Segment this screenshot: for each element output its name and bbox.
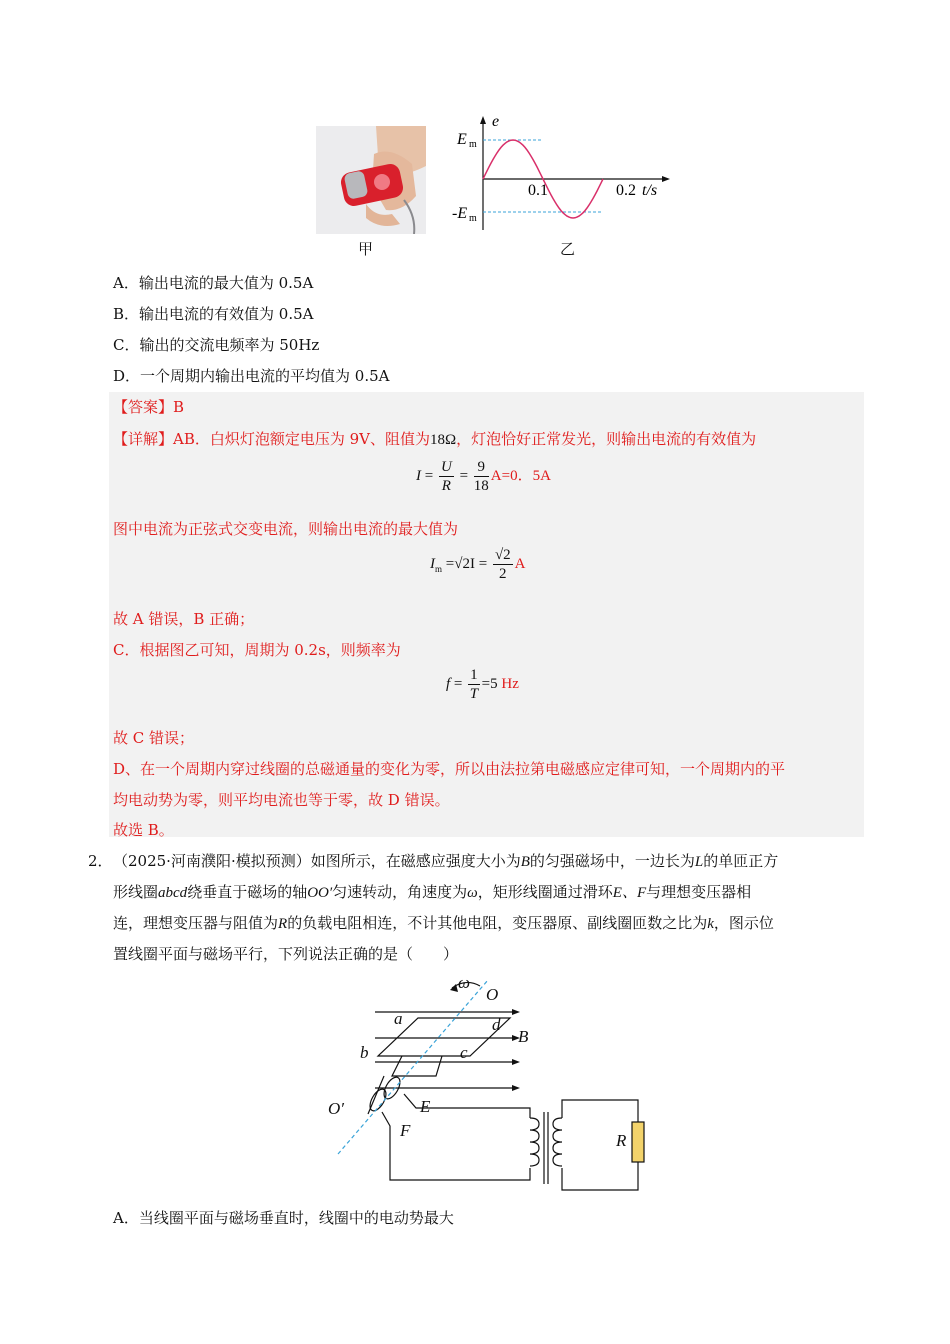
label-omega: ω [458, 973, 471, 992]
f2-den: 2 [499, 566, 507, 582]
q2-l2-EF: E、F [612, 885, 647, 901]
formula-current-rms [416, 458, 551, 495]
f1-den2: 18 [473, 478, 489, 494]
secondary-top-wire [562, 1100, 638, 1122]
q2-l1-L: L [694, 854, 704, 870]
q2-l2-w: ω [467, 885, 478, 901]
q2-option-a: A．当线圈平面与磁场垂直时，线圈中的电动势最大 [113, 1209, 454, 1227]
c-wrong-line: 故 C 错误； [113, 729, 195, 747]
f1-num1: U [440, 459, 452, 475]
q2-l2-d: ，矩形线圈通过滑环 [477, 883, 613, 901]
f1-eq2: = [459, 467, 469, 484]
caption-jia: 甲 [358, 240, 374, 258]
q2-line-3 [113, 912, 774, 933]
f1-den1: R [441, 478, 451, 494]
x-axis-arrow [662, 176, 670, 182]
emf-sine-graph [440, 112, 670, 242]
f3-eq2: =5 [481, 675, 498, 692]
detail-suffix: ，灯泡恰好正常发光，则输出电流的有效值为 [456, 430, 757, 448]
option-a: A．输出电流的最大值为 0.5A [113, 274, 314, 292]
q2-l3-b: 的负载电阻相连，不计其他电阻，变压器原、副线圈匝数之比为 [287, 914, 708, 932]
secondary-coil [553, 1118, 562, 1166]
label-r: R [616, 1131, 627, 1150]
q2-l2-a: 形线圈 [113, 883, 159, 901]
q2-line-2 [113, 881, 751, 902]
primary-coil [530, 1118, 539, 1166]
f2-eq2: = [478, 555, 488, 572]
f2-lhs-sub: m [435, 563, 443, 574]
detail-prefix: 【详解】AB．白炽灯泡额定电压为 9V、阻值为 [113, 430, 431, 448]
label-c: c [460, 1043, 468, 1062]
q2-l2-c: 匀速转动，角速度为 [332, 883, 468, 901]
c-line: C．根据图乙可知，周期为 0.2s，则频率为 [113, 641, 401, 659]
field-arrow-1 [512, 1009, 520, 1015]
tick-0-2: 0.2 [616, 182, 636, 199]
f3-fraction [468, 666, 480, 703]
f3-den: T [469, 686, 479, 702]
caption-yi: 乙 [560, 240, 576, 258]
label-b: b [360, 1043, 369, 1062]
label-a: a [394, 1009, 403, 1028]
detail-line [113, 428, 756, 449]
em-label: E [457, 131, 467, 148]
f2-eq1: = [445, 555, 455, 572]
label-b-field: B [518, 1027, 529, 1046]
detail-value: 18Ω [430, 432, 457, 448]
f1-eq1: = [424, 467, 434, 484]
hand-generator-illustration [316, 126, 426, 234]
q2-l3-k: k [707, 916, 714, 932]
f2-mid: √2I [454, 555, 475, 572]
sine-line: 图中电流为正弦式交变电流，则输出电流的最大值为 [113, 520, 459, 538]
q2-l3-c: ，图示位 [713, 914, 774, 932]
label-d: d [492, 1015, 501, 1034]
option-d: D．一个周期内输出电流的平均值为 0.5A [113, 367, 390, 385]
em-sub: m [469, 139, 477, 150]
resistor-r [632, 1122, 644, 1162]
q2-line-4: 置线圈平面与磁场平行，下列说法正确的是（ ） [113, 945, 459, 963]
label-e: E [420, 1097, 431, 1116]
field-arrow-4 [512, 1085, 520, 1091]
q2-l2-abcd: abcd [158, 885, 188, 901]
a-wrong-line: 故 A 错误，B 正确； [113, 610, 255, 628]
label-f: F [400, 1121, 411, 1140]
neg-em-sub: m [469, 213, 477, 224]
field-arrow-3 [512, 1059, 520, 1065]
secondary-bottom-wire [562, 1162, 638, 1190]
coil-leads [392, 1056, 442, 1076]
f3-eq1: = [453, 675, 463, 692]
formula-frequency [446, 666, 519, 703]
f3-lhs: f [446, 675, 451, 692]
x-axis-label: t/s [642, 182, 658, 199]
f3-unit: Hz [501, 675, 519, 692]
q2-l1-a: （2025·河南濮阳·模拟预测）如图所示，在磁感应强度大小为 [113, 852, 521, 870]
f2-unit: A [514, 555, 526, 572]
q2-l3-R: R [278, 916, 288, 932]
q2-l1-B: B [520, 854, 530, 870]
q2-l3-a: 连，理想变压器与阻值为 [113, 914, 279, 932]
tick-0-1: 0.1 [528, 182, 548, 199]
answer-line: 【答案】B [113, 398, 185, 416]
f3-num: 1 [470, 667, 478, 683]
q2-number: 2． [88, 852, 113, 870]
hand-generator-photo [316, 126, 426, 234]
q2-l2-OO: OO′ [307, 885, 333, 901]
label-o: O [486, 985, 499, 1004]
option-c: C．输出的交流电频率为 50Hz [113, 336, 320, 354]
f2-lhs: I [430, 555, 435, 572]
final-line: 故选 B。 [113, 821, 174, 839]
q2-line-1 [113, 850, 778, 871]
formula-current-max [430, 546, 526, 583]
f1-fraction-9-18 [474, 458, 489, 495]
q2-l2-b: 绕垂直于磁场的轴 [187, 883, 308, 901]
d-line-2: 均电动势为零，则平均电流也等于零，故 D 错误。 [113, 791, 450, 809]
q2-l1-c: 的单匝正方 [703, 852, 779, 870]
ring-shaft [368, 1076, 384, 1114]
rotation-axis [338, 980, 488, 1154]
f1-lhs: I [416, 467, 421, 484]
label-o-prime: O′ [328, 1099, 344, 1118]
option-b: B．输出电流的有效值为 0.5A [113, 305, 314, 323]
f2-fraction [493, 546, 513, 583]
y-axis-label: e [492, 113, 500, 130]
q2-l2-e: 与理想变压器相 [646, 883, 752, 901]
f2-num: √2 [494, 547, 511, 563]
f1-result: A=0．5A [490, 467, 551, 484]
f1-num2: 9 [474, 458, 489, 477]
y-axis-arrow [480, 116, 486, 124]
neg-em-label: -E [452, 205, 468, 222]
f1-fraction-ur [439, 458, 454, 495]
q2-l1-b: 的匀强磁场中，一边长为 [529, 852, 695, 870]
generator-transformer-diagram [320, 972, 660, 1198]
d-line-1: D、在一个周期内穿过线圈的总磁通量的变化为零，所以由法拉第电磁感应定律可知，一个周期内的平 [113, 760, 786, 778]
